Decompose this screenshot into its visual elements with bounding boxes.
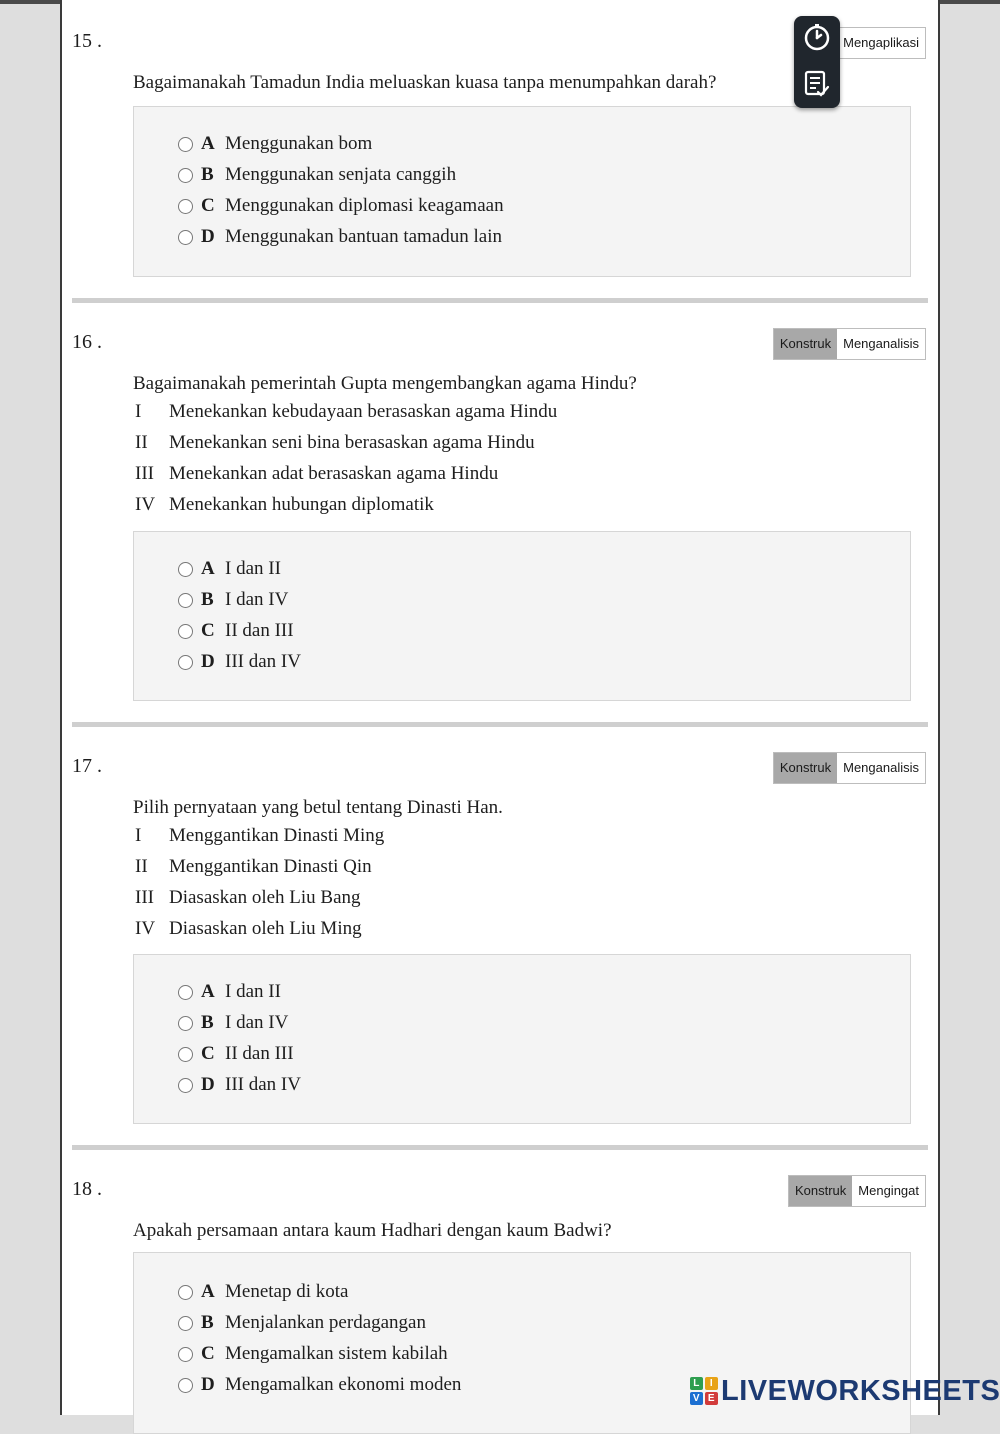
option-a[interactable]: A Menetap di kota [178,1279,348,1305]
statement-item: I Menekankan kebudayaan berasaskan agama Hindu [135,401,558,422]
option-c[interactable]: C II dan III [178,618,294,644]
radio-button[interactable] [178,1378,193,1393]
option-d[interactable]: D III dan IV [178,649,301,675]
radio-button[interactable] [178,199,193,214]
option-text: I dan II [225,558,281,579]
radio-button[interactable] [178,230,193,245]
option-text: I dan IV [225,1012,289,1033]
option-d[interactable]: D Mengamalkan ekonomi moden [178,1372,461,1398]
tag-level: Mengingat [852,1176,925,1206]
question-number: 15 . [72,30,102,52]
option-text: I dan IV [225,589,289,610]
statement-item: III Diasaskan oleh Liu Bang [135,887,361,908]
worksheet-page [60,0,940,1415]
stopwatch-icon[interactable] [801,21,833,53]
statement-item: II Menekankan seni bina berasaskan agama Hindu [135,432,535,453]
statement-item: III Menekankan adat berasaskan agama Hindu [135,463,499,484]
tag-level: Menganalisis [837,753,925,783]
tag-construct: Konstruk [774,329,837,359]
question-divider [72,298,928,303]
radio-button[interactable] [178,1347,193,1362]
question-stem: Apakah persamaan antara kaum Hadhari dengan kaum Badwi? [133,1220,612,1241]
option-text: Menjalankan perdagangan [225,1312,426,1333]
radio-button[interactable] [178,1285,193,1300]
options-box [133,531,911,701]
options-box [133,106,911,277]
question-stem: Bagaimanakah pemerintah Gupta mengembangkan agama Hindu? [133,373,637,394]
statement-item: IV Menekankan hubungan diplomatik [135,494,434,515]
statement-item: I Menggantikan Dinasti Ming [135,825,385,846]
option-text: I dan II [225,981,281,1002]
radio-button[interactable] [178,624,193,639]
radio-button[interactable] [178,1016,193,1031]
option-c[interactable]: C Mengamalkan sistem kabilah [178,1341,448,1367]
statement-item: IV Diasaskan oleh Liu Ming [135,918,362,939]
option-text: II dan III [225,1043,294,1064]
statement-list [135,401,557,525]
question-stem: Bagaimanakah Tamadun India meluaskan kuasa tanpa menumpahkan darah? [133,72,717,93]
option-text: Menggunakan bantuan tamadun lain [225,226,503,247]
option-text: Menggunakan senjata canggih [225,164,457,185]
option-a[interactable]: A Menggunakan bom [178,131,372,157]
option-text: Mengamalkan sistem kabilah [225,1343,448,1364]
radio-button[interactable] [178,1078,193,1093]
option-text: III dan IV [225,1074,301,1095]
option-d[interactable]: D III dan IV [178,1072,301,1098]
statement-list [135,825,384,949]
option-text: Mengamalkan ekonomi moden [225,1374,462,1395]
question-tag [788,1175,926,1207]
liveworksheets-logo-icon: L I V E [690,1377,718,1405]
question-number: 17 . [72,755,102,777]
option-text: Menggunakan diplomasi keagamaan [225,195,504,216]
option-b[interactable]: B Menjalankan perdagangan [178,1310,426,1336]
question-divider [72,722,928,727]
option-c[interactable]: C II dan III [178,1041,294,1067]
options-box [133,954,911,1124]
radio-button[interactable] [178,1316,193,1331]
radio-button[interactable] [178,1047,193,1062]
liveworksheets-logo [690,1373,1000,1409]
option-a[interactable]: A I dan II [178,556,281,582]
option-b[interactable]: B I dan IV [178,1010,288,1036]
radio-button[interactable] [178,168,193,183]
question-tag [773,752,926,784]
option-text: Menetap di kota [225,1281,349,1302]
question-stem: Pilih pernyataan yang betul tentang Dinasti Han. [133,797,503,818]
tag-level: Menganalisis [837,329,925,359]
option-d[interactable]: D Menggunakan bantuan tamadun lain [178,224,502,250]
radio-button[interactable] [178,562,193,577]
option-text: Menggunakan bom [225,133,373,154]
statement-item: II Menggantikan Dinasti Qin [135,856,372,877]
question-tag [773,328,926,360]
floating-tool-panel [794,16,840,108]
tag-construct: Konstruk [789,1176,852,1206]
option-b[interactable]: B Menggunakan senjata canggih [178,162,456,188]
tag-level: Mengaplikasi [837,28,925,58]
radio-button[interactable] [178,655,193,670]
question-number: 18 . [72,1178,102,1200]
option-b[interactable]: B I dan IV [178,587,288,613]
checklist-icon[interactable] [801,68,833,100]
option-text: III dan IV [225,651,301,672]
tag-construct: Konstruk [774,753,837,783]
question-number: 16 . [72,331,102,353]
radio-button[interactable] [178,593,193,608]
option-c[interactable]: C Menggunakan diplomasi keagamaan [178,193,504,219]
radio-button[interactable] [178,137,193,152]
brand-name: LIVEWORKSHEETS [721,1374,1000,1407]
option-text: II dan III [225,620,294,641]
radio-button[interactable] [178,985,193,1000]
option-a[interactable]: A I dan II [178,979,281,1005]
question-divider [72,1145,928,1150]
